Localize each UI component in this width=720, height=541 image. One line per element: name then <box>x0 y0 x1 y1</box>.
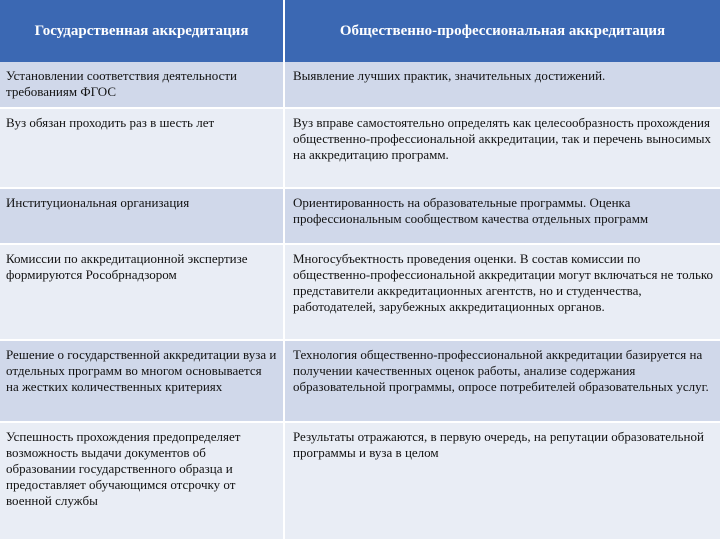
table-row <box>0 108 720 188</box>
cell-state: Установлении соответствия деятельности требованиям ФГОС <box>0 62 284 108</box>
header-state-accreditation: Государственная аккредитация <box>0 0 284 62</box>
table-header-row <box>0 0 720 62</box>
cell-state: Решение о государственной аккредитации вуза и отдельных программ во многом основывается на жестких количественных критериях <box>0 340 284 422</box>
cell-state: Успешность прохождения предопределяет возможность выдачи документов об образовании государственного образца и предоставляет обучающимся отсрочку от военной службы <box>0 422 284 540</box>
table-row <box>0 188 720 244</box>
cell-public: Многосубъектность проведения оценки. В состав комиссии по общественно-профессиональной аккредитации могут включаться не только представители аккредитационных агентств, но и студенчества, работодателей, зарубежных аккредитационных органов. <box>284 244 720 340</box>
cell-public: Технология общественно-профессиональной аккредитации базируется на получении качественных оценок работы, анализе содержания образовательной программы, опросе потребителей образовательных услуг. <box>284 340 720 422</box>
header-public-professional-accreditation: Общественно-профессиональная аккредитация <box>284 0 720 62</box>
cell-public: Вуз вправе самостоятельно определять как целесообразность прохождения общественно-профессиональной аккредитации, так и перечень выносимых на аккредитацию программ. <box>284 108 720 188</box>
cell-state: Институциональная организация <box>0 188 284 244</box>
table-row <box>0 340 720 422</box>
table-row <box>0 422 720 540</box>
table-row <box>0 244 720 340</box>
cell-public: Результаты отражаются, в первую очередь, на репутации образовательной программы и вуза в целом <box>284 422 720 540</box>
cell-public: Выявление лучших практик, значительных достижений. <box>284 62 720 108</box>
table-row <box>0 62 720 108</box>
cell-public: Ориентированность на образовательные программы. Оценка профессиональным сообществом качества отдельных программ <box>284 188 720 244</box>
cell-state: Вуз обязан проходить раз в шесть лет <box>0 108 284 188</box>
cell-state: Комиссии по аккредитационной экспертизе формируются Рособрнадзором <box>0 244 284 340</box>
